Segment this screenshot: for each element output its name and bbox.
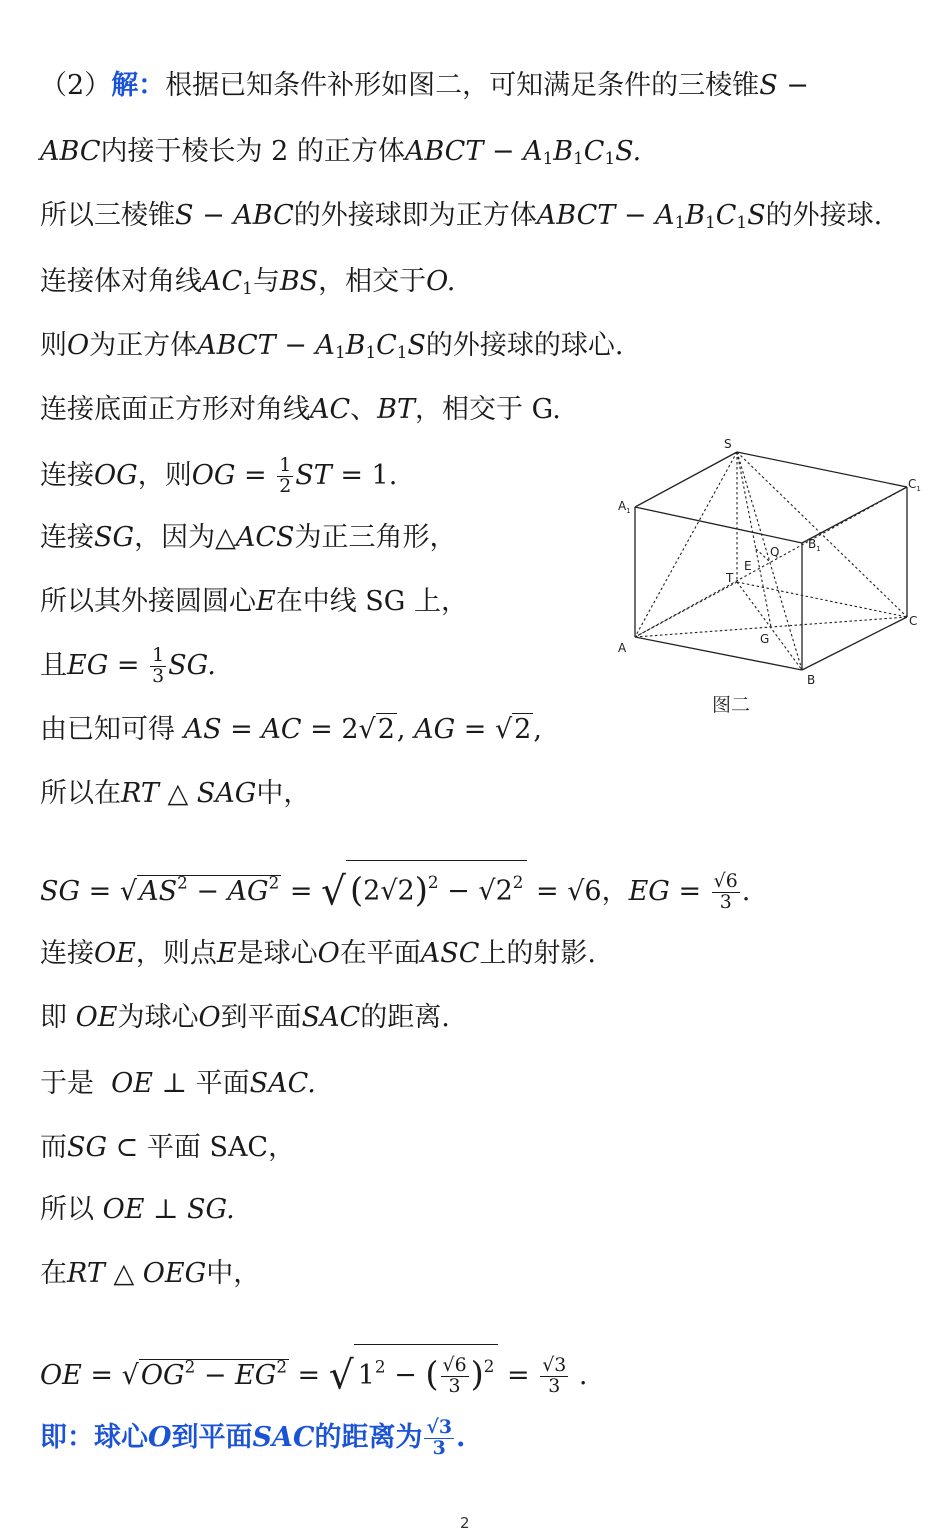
math: OE — [94, 938, 136, 969]
page-number: 2 — [460, 1514, 470, 1532]
line-6 — [40, 392, 561, 428]
math: S − ABC — [175, 200, 294, 231]
figure-caption: 图二 — [712, 694, 751, 716]
text: 为正方体 — [89, 330, 198, 361]
edge-c-b — [802, 617, 907, 670]
label-q: Q — [770, 545, 780, 559]
text: ，则点 — [135, 938, 217, 969]
text: ，相交于 G. — [415, 394, 561, 425]
text: 的外接球即为正方体 — [293, 200, 537, 231]
text: 中， — [206, 1258, 261, 1289]
line-18 — [40, 1192, 235, 1228]
math: ASC — [420, 938, 480, 969]
line-13 — [40, 860, 751, 915]
label-s: S — [724, 437, 732, 451]
math: SG ⊂ — [67, 1132, 147, 1163]
text: 在平面 — [339, 938, 421, 969]
math: O. — [426, 266, 456, 297]
edge-c1-b1 — [802, 487, 907, 543]
label-b: B — [807, 673, 816, 687]
label-b1: $B_1$ — [808, 537, 821, 553]
line-3 — [40, 198, 882, 234]
text: 的外接球. — [765, 200, 883, 231]
math-eq: OG = $\frac{1}{2}$ ST = 1. — [191, 454, 398, 497]
text: 连接 — [40, 522, 94, 553]
math-eq: AS = AC = 2√2, AG = √2, — [183, 714, 542, 745]
text: 由已知可得 — [40, 714, 175, 745]
label-a: A — [618, 641, 627, 655]
text: 所以其外接圆圆心 — [40, 586, 256, 617]
math: OE — [75, 1002, 118, 1033]
text: ，则 — [137, 459, 192, 491]
line-19 — [40, 1256, 260, 1292]
text: 即 — [40, 1002, 67, 1033]
text: 于是 — [40, 1068, 94, 1099]
text: 在 — [40, 1258, 67, 1289]
math-eq: OE = $√OG^2 - EG^2$ = √ $1^2$ − ( $\frac{√6}{3}$ )$^2$ = $\frac{√3}{3}$ . — [40, 1360, 587, 1391]
text: ，相交于 — [318, 266, 427, 297]
label-g: G — [760, 632, 770, 646]
line-12 — [40, 776, 310, 812]
line-1 — [40, 68, 809, 104]
math: RT △ SAG — [121, 778, 257, 809]
math-cube: ABCT − $A_1B_1C_1S$ — [536, 200, 766, 233]
answer-fraction: $\frac{√3}{3}$ — [426, 1416, 453, 1459]
math: ABCT − A — [404, 136, 543, 167]
text: 是球心 — [236, 938, 318, 969]
diag-b-t — [737, 582, 802, 670]
math: ABC — [40, 136, 101, 167]
math-eq: EG = $\frac{1}{3}$ SG. — [67, 644, 216, 687]
math: O — [198, 1002, 221, 1033]
text: 即：球心 — [40, 1421, 148, 1453]
label-c1: $C_1$ — [908, 477, 921, 493]
text: 且 — [40, 649, 67, 681]
text: 中， — [256, 778, 311, 809]
math: E — [256, 586, 276, 617]
line-15 — [40, 1000, 450, 1036]
math: SAC — [301, 1002, 361, 1033]
math: SAC — [252, 1421, 315, 1453]
math: O — [317, 938, 340, 969]
edge-a1-b1 — [635, 507, 802, 543]
edge-s-c1 — [737, 452, 907, 487]
text: 的距离. — [360, 1002, 450, 1033]
text: 到平面 — [171, 1421, 253, 1453]
line-10 — [40, 644, 216, 687]
math: AC — [310, 394, 351, 425]
math: SAC. — [249, 1068, 316, 1099]
math: ACS — [235, 522, 295, 553]
text: 为正三角形， — [294, 522, 457, 553]
diag-a-c — [635, 617, 907, 637]
cube-figure — [610, 430, 930, 690]
line-9 — [40, 584, 468, 620]
label-c: C — [909, 614, 918, 628]
text: 所以在 — [40, 778, 121, 809]
text: 、 — [350, 394, 378, 425]
math: E — [216, 938, 237, 969]
edge-b-a — [635, 637, 802, 670]
math: BT — [377, 394, 416, 425]
text: 所以 — [40, 1194, 94, 1225]
text: 为球心 — [117, 1002, 199, 1033]
line-8 — [40, 520, 457, 556]
text: 连接 — [40, 459, 94, 491]
text: 的距离为 — [314, 1421, 423, 1453]
math: OE ⊥ — [111, 1068, 196, 1099]
math: O — [67, 330, 90, 361]
text: 内接于棱长为 2 的正方体 — [100, 136, 405, 167]
text: 而 — [40, 1132, 67, 1163]
text: 上的射影. — [479, 938, 596, 969]
text: 连接 — [40, 938, 94, 969]
math-eq: SG = $√AS^2 - AG^2$ = √ $(2√2)^2 - √2^2 = √6$，EG = $\frac{√6}{3}$ . — [40, 876, 750, 907]
median-s-g — [737, 452, 771, 627]
text: 根据已知条件补形如图二，可知满足条件的三棱锥 — [165, 70, 760, 101]
line-11 — [40, 712, 542, 748]
math: OE ⊥ SG. — [102, 1194, 235, 1225]
math: BS — [279, 266, 319, 297]
segment-o-e — [756, 549, 769, 561]
text: 到平面 — [220, 1002, 302, 1033]
line-7 — [40, 454, 398, 497]
text: 连接体对角线 — [40, 266, 202, 297]
math: O — [148, 1421, 172, 1453]
label-t: T — [726, 571, 734, 585]
text: 则 — [40, 330, 67, 361]
text: 在中线 SG 上， — [275, 586, 468, 617]
math: S − — [759, 70, 809, 101]
math: OG — [94, 459, 138, 491]
text: 与 — [252, 266, 280, 297]
line-17 — [40, 1130, 295, 1166]
line-5 — [40, 328, 624, 364]
text: 平面 SAC， — [146, 1132, 296, 1163]
line-4 — [40, 264, 455, 300]
text: 平面 — [195, 1068, 250, 1099]
part-label: （2） — [40, 70, 112, 101]
line-14 — [40, 936, 596, 972]
text: 连接底面正方形对角线 — [40, 394, 310, 425]
label-e: E — [744, 559, 752, 573]
line-2 — [40, 134, 641, 170]
text: 的外接球的球心. — [425, 330, 624, 361]
label-a1: $A_1$ — [618, 499, 631, 515]
edge-t-c — [737, 582, 907, 617]
math: SG — [94, 522, 135, 553]
text: ，因为△ — [134, 522, 236, 553]
line-16 — [40, 1066, 316, 1102]
math: $AC_1$ — [202, 266, 253, 299]
line-21-conclusion: 即：球心O到平面SAC的距离为 $\frac{√3}{3}$ . — [40, 1416, 466, 1459]
line-20 — [40, 1344, 588, 1399]
math: RT △ OEG — [67, 1258, 207, 1289]
solve-label: 解： — [111, 70, 166, 101]
math-cube: ABCT − $A_1B_1C_1S$ — [197, 330, 426, 363]
math-cube: ABCT − $A_1B_1C_1S$. — [404, 136, 642, 169]
text: 所以三棱锥 — [40, 200, 175, 231]
